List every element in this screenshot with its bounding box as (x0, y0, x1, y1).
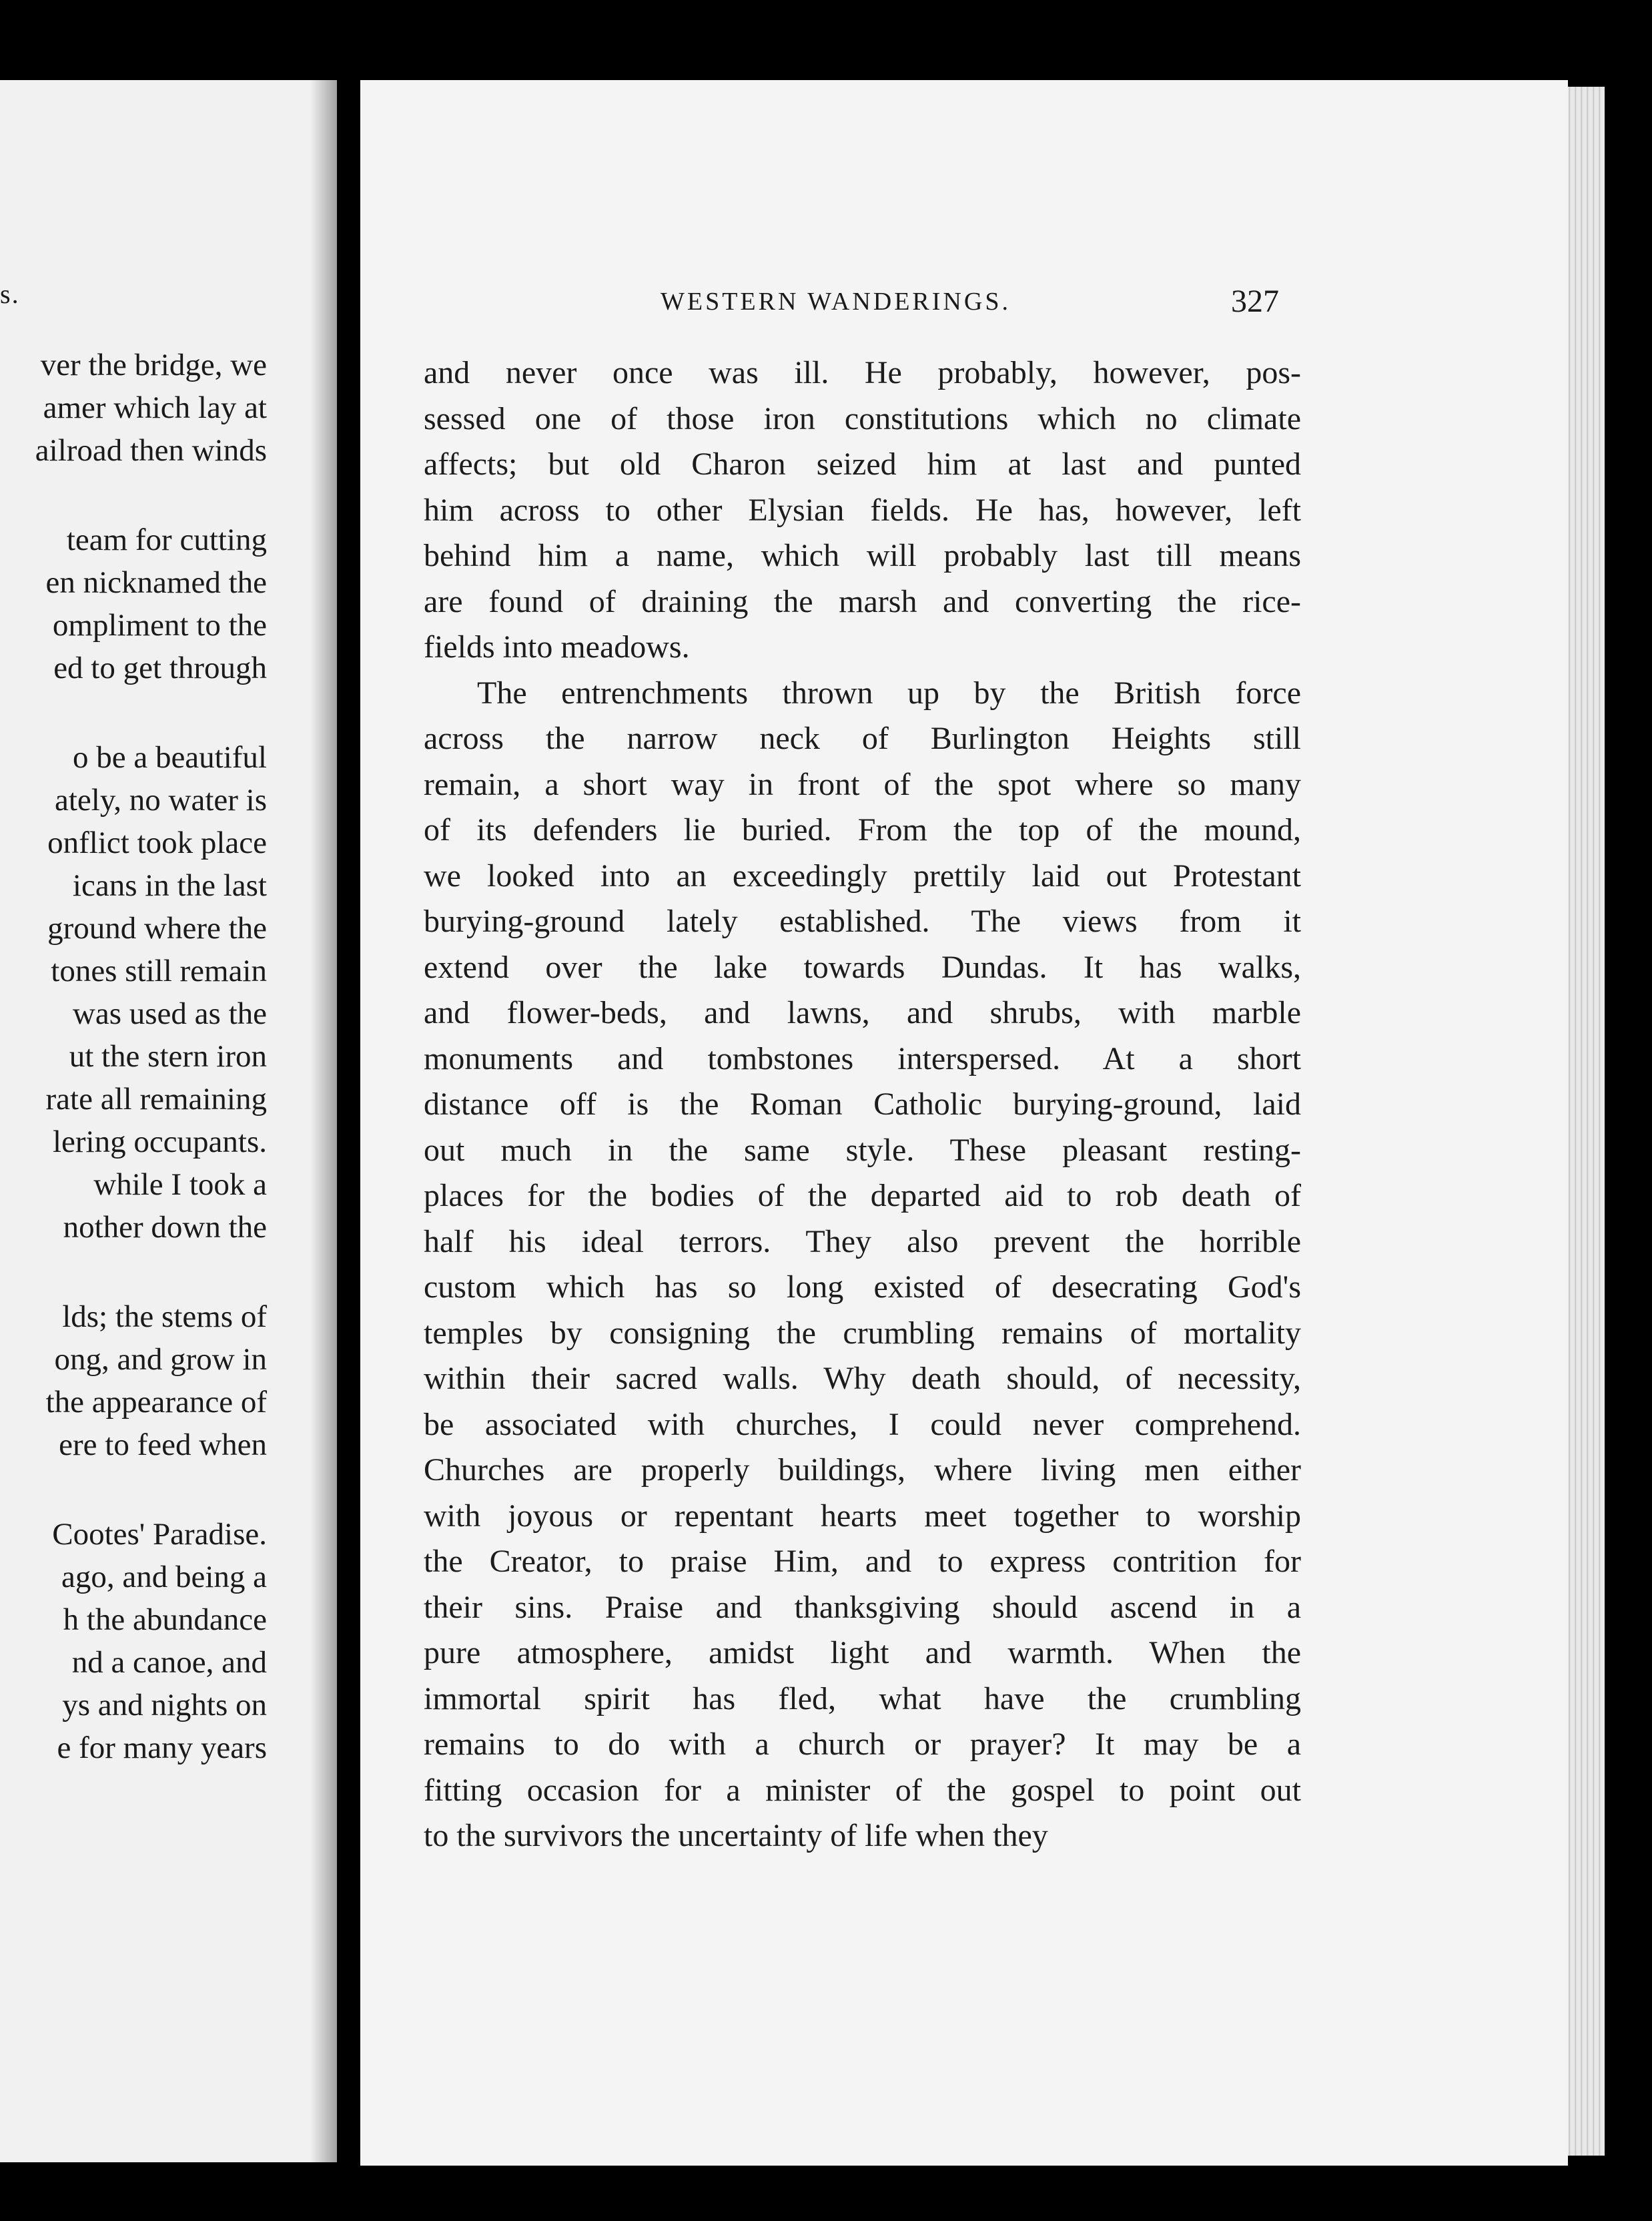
text-line: extend over the lake towards Dundas. It has walks, (424, 949, 1301, 985)
left-page-line: the appearance of (45, 1385, 267, 1419)
text-line: of its defenders lie buried. From the top of the mound, (424, 812, 1301, 848)
text-line: and flower-beds, and lawns, and shrubs, with marble (424, 995, 1301, 1030)
text-line: Churches are properly buildings, where living men either (424, 1452, 1301, 1488)
left-page-line: icans in the last (72, 868, 267, 903)
text-line: the Creator, to praise Him, and to express contrition for (424, 1544, 1301, 1579)
left-page-line: ago, and being a (61, 1560, 267, 1594)
left-page-line: ed to get through (53, 651, 267, 685)
left-page-line: ground where the (47, 911, 267, 946)
text-line: The entrenchments thrown up by the British force (477, 675, 1301, 711)
left-page-line: lering occupants. (52, 1125, 267, 1159)
text-line: him across to other Elysian fields. He has, however, left (424, 492, 1301, 528)
left-page-line: ong, and grow in (54, 1342, 267, 1377)
text-line: temples by consigning the crumbling remains of mortality (424, 1315, 1301, 1351)
paragraph-2 (424, 671, 1301, 1859)
left-page-line: ys and nights on (62, 1688, 267, 1722)
left-page-line: Cootes' Paradise. (52, 1517, 267, 1552)
text-line: monuments and tombstones interspersed. At a short (424, 1040, 1301, 1076)
text-line: their sins. Praise and thanksgiving should ascend in a (424, 1589, 1301, 1625)
text-line: behind him a name, which will probably last till means (424, 538, 1301, 573)
left-page-line: o be a beautiful (72, 740, 267, 775)
left-page-line: team for cutting (66, 523, 267, 557)
text-line: are found of draining the marsh and converting the rice- (424, 583, 1301, 619)
text-line: across the narrow neck of Burlington Heights still (424, 721, 1301, 756)
left-page-line: tones still remain (51, 954, 267, 988)
left-page-line: ately, no water is (54, 783, 267, 818)
running-head: WESTERN WANDERINGS. (661, 288, 1011, 316)
text-line: fitting occasion for a minister of the gospel to point out (424, 1772, 1301, 1808)
body-text (424, 350, 1301, 1859)
left-page-line: ver the bridge, we (40, 348, 267, 382)
left-page-line: ere to feed when (59, 1427, 267, 1462)
text-line: and never once was ill. He probably, however, pos- (424, 355, 1301, 390)
text-line: affects; but old Charon seized him at last and punted (424, 446, 1301, 482)
left-page-line: ailroad then winds (35, 433, 267, 468)
left-page-line: rate all remaining (45, 1082, 267, 1117)
left-page-line: was used as the (72, 996, 267, 1031)
text-line: remains to do with a church or prayer? It may be a (424, 1726, 1301, 1762)
text-line: remain, a short way in front of the spot where so many (424, 766, 1301, 802)
text-line: half his ideal terrors. They also prevent the horrible (424, 1223, 1301, 1259)
text-line: be associated with churches, I could never comprehend. (424, 1406, 1301, 1442)
left-page-line: amer which lay at (43, 390, 267, 425)
page-edges (1565, 87, 1605, 2156)
text-line: places for the bodies of the departed aid to rob death of (424, 1178, 1301, 1213)
left-page-line: e for many years (57, 1730, 267, 1765)
text-line: within their sacred walls. Why death should, of necessity, (424, 1361, 1301, 1396)
text-line: sessed one of those iron constitutions which no climate (424, 400, 1301, 436)
text-line: we looked into an exceedingly prettily laid out Protestant (424, 858, 1301, 894)
left-facing-page (0, 80, 337, 2162)
left-page-line: ompliment to the (52, 608, 267, 643)
text-line: distance off is the Roman Catholic burying-ground, laid (424, 1086, 1301, 1122)
left-page-line: en nicknamed the (45, 565, 267, 600)
text-line: out much in the same style. These pleasant resting- (424, 1132, 1301, 1168)
main-page (360, 80, 1568, 2169)
scan-border-bottom (0, 2166, 1652, 2221)
left-page-line: lds; the stems of (62, 1299, 267, 1334)
text-line: burying-ground lately established. The views from it (424, 904, 1301, 939)
left-page-line: ut the stern iron (69, 1039, 267, 1074)
page-header (360, 284, 1568, 327)
text-line: pure atmosphere, amidst light and warmth. When the (424, 1635, 1301, 1670)
left-page-line: while I took a (93, 1167, 267, 1202)
text-line: fields into meadows. (424, 629, 690, 665)
paragraph-1 (424, 350, 1301, 671)
text-line: to the survivors the uncertainty of life when they (424, 1818, 1048, 1853)
left-page-line: onflict took place (47, 826, 267, 860)
text-line: immortal spirit has fled, what have the crumbling (424, 1680, 1301, 1716)
left-page-line: h the abundance (63, 1602, 267, 1637)
text-line: custom which has so long existed of desecrating God's (424, 1269, 1301, 1305)
left-running-head-fragment: s. (0, 279, 20, 309)
page-number: 327 (1231, 284, 1279, 319)
book-gutter (310, 80, 350, 2162)
left-page-line: nother down the (63, 1210, 267, 1245)
left-page-line: nd a canoe, and (71, 1645, 267, 1680)
text-line: with joyous or repentant hearts meet together to worship (424, 1498, 1301, 1534)
